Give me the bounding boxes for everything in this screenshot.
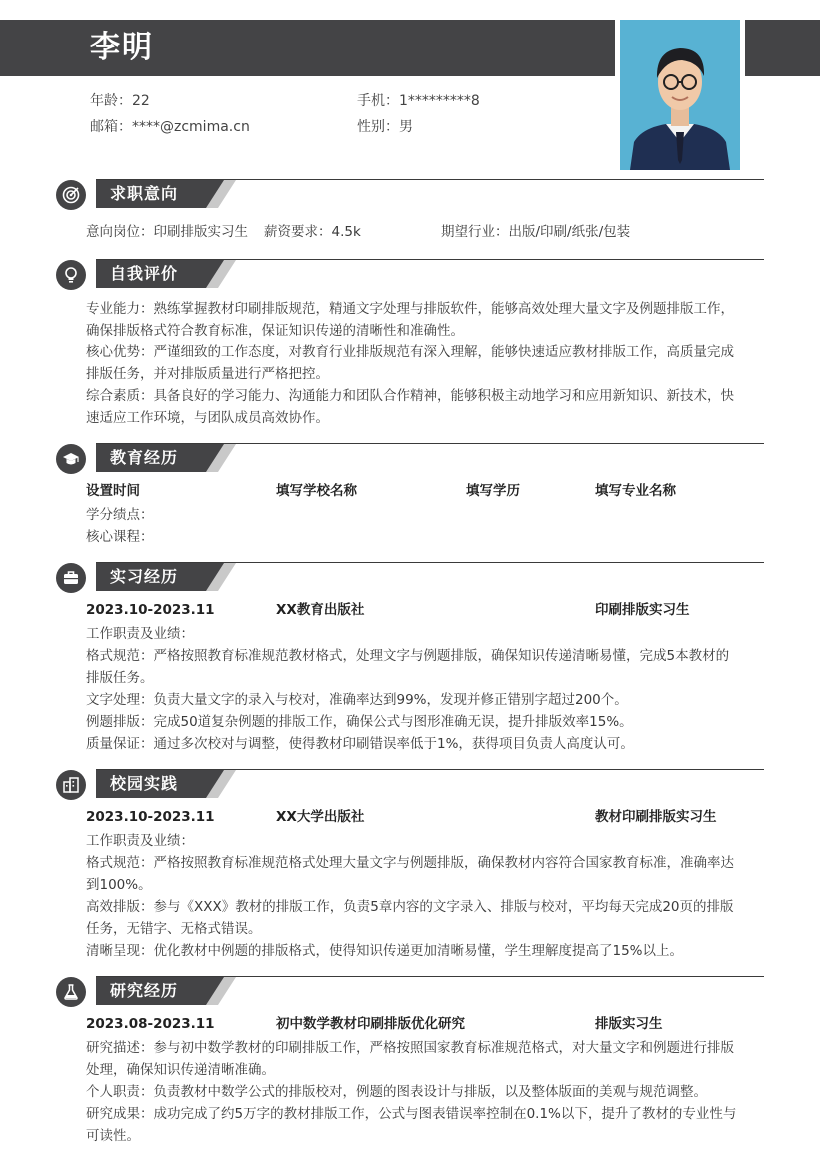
text-line: 研究成果：成功完成了约5万字的教材排版工作，公式与图表错误率控制在0.1%以下，提升了教材的专业性与 <box>86 1106 737 1122</box>
header-bar-right <box>745 20 820 76</box>
graduation-cap-icon <box>56 444 86 474</box>
building-icon <box>56 770 86 800</box>
profile-photo <box>620 20 740 170</box>
text-line: 排版任务。 <box>86 670 154 686</box>
campus-time: 2023.10-2023.11 <box>86 809 215 825</box>
text-line: 工作职责及业绩： <box>86 626 194 642</box>
text-line: 排版任务，并对排版质量进行严格把控。 <box>86 366 329 382</box>
section-divider <box>96 976 764 977</box>
text-line: 核心优势：严谨细致的工作态度，对教育行业排版规范有深入理解，能够快速适应教材排版工作，高质量完成 <box>86 344 734 360</box>
email-field: 邮箱：****@zcmima.cn <box>90 119 250 135</box>
text-line: 速适应工作环境，与团队成员高效协作。 <box>86 410 329 426</box>
text-line: 处理，确保知识传递清晰准确。 <box>86 1062 275 1078</box>
campus-role: 教材印刷排版实习生 <box>595 809 717 825</box>
campus-org: XX大学出版社 <box>276 809 365 825</box>
education-courses: 核心课程： <box>86 529 154 545</box>
text-line: 质量保证：通过多次校对与调整，使得教材印刷错误率低于1%，获得项目负责人高度认可。 <box>86 736 634 752</box>
target-icon <box>56 180 86 210</box>
intent-position: 意向岗位：印刷排版实习生 <box>86 224 248 240</box>
research-row <box>86 1013 766 1035</box>
candidate-name: 李明 <box>90 30 154 65</box>
text-line: 确保排版格式符合教育标准，保证知识传递的清晰性和准确性。 <box>86 323 464 339</box>
research-project: 初中数学教材印刷排版优化研究 <box>276 1016 465 1032</box>
section-education <box>56 443 764 473</box>
section-job-intent <box>56 179 764 209</box>
text-line: 综合素质：具备良好的学习能力、沟通能力和团队合作精神，能够积极主动地学习和应用新知识、新技术，快 <box>86 388 734 404</box>
internship-role: 印刷排版实习生 <box>595 602 690 618</box>
lightbulb-icon <box>56 260 86 290</box>
phone-value: 1*********8 <box>399 93 480 109</box>
flask-icon <box>56 977 86 1007</box>
education-time: 设置时间 <box>86 483 140 499</box>
text-line: 工作职责及业绩： <box>86 833 194 849</box>
education-degree: 填写学历 <box>466 483 520 499</box>
section-divider <box>96 562 764 563</box>
age-value: 22 <box>132 93 150 109</box>
section-title: 校园实践 <box>110 774 179 793</box>
section-title: 研究经历 <box>110 981 179 1000</box>
phone-field: 手机：1*********8 <box>357 93 480 109</box>
gender-field: 性别：男 <box>357 119 413 135</box>
text-line: 到100%。 <box>86 877 152 893</box>
section-title: 教育经历 <box>110 448 179 467</box>
research-role: 排版实习生 <box>595 1016 663 1032</box>
gender-value: 男 <box>399 119 413 135</box>
text-line: 格式规范：严格按照教育标准规范格式处理大量文字与例题排版，确保教材内容符合国家教育标准，准确率达 <box>86 855 734 871</box>
internship-org: XX教育出版社 <box>276 602 365 618</box>
section-title: 求职意向 <box>110 184 179 203</box>
text-line: 任务，无错字、无格式错误。 <box>86 921 262 937</box>
text-line: 可读性。 <box>86 1128 140 1144</box>
intent-industry: 期望行业：出版/印刷/纸张/包装 <box>441 224 631 240</box>
education-row <box>86 480 766 502</box>
briefcase-icon <box>56 563 86 593</box>
education-school: 填写学校名称 <box>276 483 357 499</box>
section-title: 实习经历 <box>110 567 179 586</box>
section-internship <box>56 562 764 592</box>
section-campus-practice <box>56 769 764 799</box>
text-line: 研究描述：参与初中数学教材的印刷排版工作，严格按照国家教育标准规范格式，对大量文字和例题进行排版 <box>86 1040 734 1056</box>
text-line: 清晰呈现：优化教材中例题的排版格式，使得知识传递更加清晰易懂，学生理解度提高了15%以上。 <box>86 943 684 959</box>
text-line: 格式规范：严格按照教育标准规范教材格式，处理文字与例题排版，确保知识传递清晰易懂，完成5本教材的 <box>86 648 730 664</box>
text-line: 个人职责：负责教材中数学公式的排版校对，例题的图表设计与排版，以及整体版面的美观与规范调整。 <box>86 1084 707 1100</box>
section-research <box>56 976 764 1006</box>
text-line: 高效排版：参与《XXX》教材的排版工作，负责5章内容的文字录入、排版与校对，平均每天完成20页的排版 <box>86 899 734 915</box>
research-time: 2023.08-2023.11 <box>86 1016 215 1032</box>
section-self-evaluation <box>56 259 764 289</box>
section-divider <box>96 179 764 180</box>
campus-row <box>86 806 766 828</box>
internship-row <box>86 599 766 621</box>
education-major: 填写专业名称 <box>595 483 676 499</box>
section-divider <box>96 769 764 770</box>
internship-time: 2023.10-2023.11 <box>86 602 215 618</box>
intent-salary: 薪资要求：4.5k <box>264 224 361 240</box>
section-title: 自我评价 <box>110 264 179 283</box>
section-divider <box>96 259 764 260</box>
text-line: 专业能力：熟练掌握教材印刷排版规范，精通文字处理与排版软件，能够高效处理大量文字及例题排版工作， <box>86 301 734 317</box>
text-line: 文字处理：负责大量文字的录入与校对，准确率达到99%，发现并修正错别字超过200个。 <box>86 692 628 708</box>
email-value: ****@zcmima.cn <box>132 119 250 135</box>
age-field: 年龄：22 <box>90 93 150 109</box>
section-divider <box>96 443 764 444</box>
education-gpa: 学分绩点： <box>86 507 154 523</box>
text-line: 例题排版：完成50道复杂例题的排版工作，确保公式与图形准确无误，提升排版效率15%。 <box>86 714 633 730</box>
